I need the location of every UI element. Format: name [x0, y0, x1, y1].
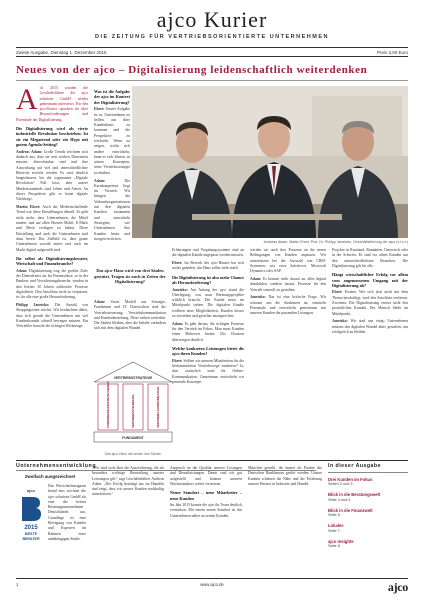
answer-text: Im Bereich des ajco-Hauses hat sich nichts geändert, das Haus selbst steht stabil. [172, 261, 244, 271]
section-label: Unternehmensentwicklung [16, 463, 97, 469]
contents-item-page: Seite 8 [328, 544, 340, 549]
speaker: Ehret: [172, 261, 183, 266]
newspaper-subtitle: DIE ZEITUNG FÜR VERTRIEBSORIENTIERTE UNTERNEHMEN [95, 34, 329, 40]
masthead [0, 8, 424, 40]
drop-cap: A [16, 86, 38, 116]
contents-item-page: Seite 4 und 5 [328, 497, 351, 502]
answer [172, 261, 244, 272]
lead-text: ch 2015 wurden die Geschäftsführer der ajco solutions GmbH wieder gemeinsam interviewt. Für den ajco-Kurier sprachen sie über Herausforderungen und Potenziale der Digitalisierung. [16, 86, 88, 122]
award-text: „Wir sind stolz über die Auszeichnung, die als besonders wichtige Beurteilung unserer Leistungen gilt“, sagt Geschäftsführer Andreas Adam. „Der Erfolg bestätigt uns im Handeln und zeigt, dass wir unsere Kunden nachhaltig unterstützen.“ [92, 466, 164, 497]
badge-line-2: BERATER [22, 537, 40, 541]
answer [172, 288, 244, 320]
contents-item-title: Blick in die Beratungswelt [328, 492, 381, 498]
badge-year: 2015 [24, 525, 38, 531]
award-column-3 [170, 466, 242, 574]
answer-text: Große Trends zeichnen sich dadurch aus, dass sie weit reichen Dimension messen, überschaubar sind und ihre Auswirkung auf viel und unterschiedlichste Bereiche erreicht werden. Es wird deutlich längerdauern, bis die sogenannte „Digitale Revolution“ Fuß fasst, aber unsere Mindeststandards sind Leben und Arbeit. An dieser Perspektive gibt es keine digitale Nachfrage. [16, 149, 88, 202]
award-column-4 [248, 466, 322, 574]
answer [16, 303, 88, 329]
badge-line-1: BESTE [25, 532, 37, 536]
speaker: Ehret: [332, 290, 343, 295]
answer-text: Wir sind uns einig: Unternehmen müssen den digitalen Wandel aktiv gestalten, um erfolgreich zu bleiben. [332, 319, 408, 334]
question: Ihr selbst als Digitalisierungsberater, Wirtschaft und Finanzbranche? [16, 255, 88, 267]
speaker: Martin Ehret: [16, 205, 41, 210]
answer-text: Auch der Medienschaffende Trend war diese Einstellungen überall. Es geht nicht mehr, dass Unternehmen, die Mittel nutzen, und auf allen Ebenen Mobil, E-Mails und Mesh verfügen zu haben. Diese Einstellung und auch die Unternehmen sind dazu bereit. Das Zielbild ist, dass ganze Unternehmen sowohl intern und auch im Markt digital aufgestellt sind. [16, 205, 88, 252]
contents-item[interactable] [328, 508, 408, 518]
photo-illustration [132, 86, 408, 238]
answer-text: Erfahrungen und Vergütungssysteme sind an die digitalen Kanäle angepasst werden müssen. [172, 248, 244, 258]
award-text: Anspruch an die Qualität unserer Lösungen und Dienstleistungen. Damit sind wir gut aufgestellt und können unseren Wachstumskurs weiter fortsetzen. [170, 466, 242, 486]
speaker: Adam: [172, 321, 184, 326]
section-separator [16, 460, 408, 461]
answer [16, 205, 88, 253]
answer-text: Digitalisierung trug die großen Ziele der Dienstleister an. Im Finanzsektor, so in der Banken- und Versicherungsbranche, wurden in den letzten 10 Jahren zahlreiche Prozesse digitalisiert. Den Anschluss nicht zu verpassen, ist für alle eine große Herausforderung. [16, 268, 88, 300]
answer [250, 277, 326, 293]
contents-item-page: Seite 6 [328, 513, 340, 518]
award-column-1 [48, 484, 86, 574]
award-subhead: Zweifach ausgezeichnet [24, 474, 76, 479]
article-column-2-continued [94, 300, 166, 358]
contents-item-page: Seiten 2 und 3 [328, 482, 353, 487]
question: Welche konkreten Leistungen bietet die ajco ihren Kunden? [172, 345, 244, 357]
diagram-roof-label: VERTRIEBSSTRATEGIE [113, 376, 153, 380]
speaker: Adam: [16, 268, 28, 273]
answer [16, 269, 88, 301]
answer-text: Projekte in Russland, Rumänien, Österreich oder in der Schweiz. Es sind vor allem Kunden aus den unterschiedlichsten Branchen. Die Digitalisierung gilt für alle. [332, 248, 408, 268]
answer-text: Die Anzahl von Shoppingseiten wächst. Wir beobachten dabei, dass sich gerade die Unternehmen mit viel Kundenkontakt schnell bewegen müssen. Ein Vertriebler braucht die richtigen Werkzeuge. [16, 302, 88, 329]
answer [16, 150, 88, 203]
question: Was ist die Aufgabe der ajco im Kontext der Digitalisierung? [94, 89, 130, 105]
speaker: Adam: [250, 276, 262, 281]
page-number: 1 [16, 582, 19, 587]
contents-item-title: ajco Insights [328, 538, 354, 544]
answer-text: Es kommt nicht darauf an, alles digital abzubilden, sondern darauf, Prozesse für den Vertrieb sinnvoll zu gestalten. [250, 276, 326, 292]
sidebar-title: In dieser Ausgabe [328, 463, 408, 473]
answer-text: werden wir auch ihre Prozesse an die neuen Bedingungen von Kunden anpassen. Wir unterstützen bei der Auswahl von CRM-Systemen, wie etwa Salesforce, Microsoft Dynamics oder SAP. [250, 248, 326, 274]
headline-rule [16, 80, 408, 81]
award-badge [18, 483, 44, 543]
page-footer [16, 578, 408, 594]
answer [172, 322, 244, 343]
edition-date: Zweite Ausgabe, Dienstag 1. Dezember 2015 [16, 49, 107, 55]
question: Die Digitalisierung ist also mehr Chance als Herausforderung? [172, 274, 244, 286]
answer-text: Es geht darum, die richtigen Prozesse für den Vertrieb im Fokus. Man muss Kunden einen Mehrwert bieten. Die Chancen überwiegen deutlich. [172, 321, 244, 342]
speaker: Adam: [94, 178, 106, 183]
answer [94, 179, 130, 243]
article-column-1 [16, 86, 88, 456]
diagram-caption: Das ajco-Haus mit seinen drei Säulen [104, 452, 162, 456]
contents-item[interactable] [328, 477, 408, 487]
award-text: Das Wirtschaftsmagazin brand eins zeichnet die ajco solutions GmbH als eine der besten Beratungsunternehmen Deutschlands aus. Grundlage ist eine Befragung von Kunden und Experten im Rahmen einer unabhängigen Studie. [48, 484, 86, 541]
answer-text: Das ist eine kritische Frage. Wir schauen uns die Strukturen an, ermitteln Potenziale und entwickeln gemeinsam mit unseren Kunden die passenden Lösungen. [250, 295, 326, 316]
contents-item[interactable] [328, 492, 408, 502]
answer-text: Unsere Aufgabe ist es, Unternehmen zu helfen, aus ihrer Kundenbasis zu kommen und die Perspektive zu wechseln. Wenn zu zeigen, wofür sich andere entwickeln, kann es sich lohnen, in seinen Konzepten, seine Vertriebsstrategie zu denken. [94, 107, 130, 175]
answer [172, 359, 244, 385]
speaker: Andreas Adam: [16, 149, 43, 154]
answer [94, 107, 130, 176]
article-headline: Neues von der ajco – Digitalisierung leidenschaftlich weiterdenken [16, 64, 368, 76]
issue-bar [16, 47, 408, 57]
subheading: Neuer Standort – neue Mitarbeiter – neue Kunden [170, 490, 242, 501]
footer-url[interactable]: www.ajco.de [200, 582, 224, 587]
price: Preis 3,50 Euro [376, 49, 408, 55]
answer-text: Erstens: Wer sich jetzt nicht mit dem Thema beschäftigt, wird den Anschluss verlieren. Zweitens: Die Digitalisierung ersetzt nicht den persönlichen Kontakt. Der Mensch bleibt im Mittelpunkt. [332, 290, 408, 316]
question: Hängt wirtschaftlicher Erfolg vor allem vom angemessenen Umgang mit der Digitalisierung ab? [332, 272, 408, 288]
speaker: Ehret: [94, 107, 105, 112]
article-photo [132, 86, 408, 238]
diagram-pillar-2-label: VERTRIEBSSTEUERUNG [131, 394, 135, 428]
answer-text: Am Anfang der ajco stand die Überlegung, was man Beratungsprojekte wirklich braucht. Der Kunde muss im Mittelpunkt stehen. Die digitalen Kanäle eröffnen neue Möglichkeiten, Kunden besser zu verstehen und gezielter anzusprechen. [172, 287, 244, 318]
answer [332, 290, 408, 316]
award-text: Im Jahr 2015 konnte die ajco ihr Team deutlich verstärken. Mit einem neuen Standort ist das Unternehmen näher an seinen Kunden. [170, 503, 242, 518]
article-column-3 [172, 248, 244, 456]
answer [332, 319, 408, 335]
newspaper-title: ajco Kurier [156, 7, 268, 32]
speaker: Janetzko: [172, 287, 188, 292]
footer-logo: ajco [387, 580, 408, 594]
contents-item-title: Drei Kunden im Fokus [328, 477, 373, 482]
contents-item[interactable] [328, 523, 408, 533]
ajco-house-diagram [92, 360, 174, 448]
photo-caption: Andreas Adam, Martin Ehret, Prof. Dr. Philipp Janetzko, Geschäftsführung der ajco (v.l.n.r.) [263, 240, 408, 244]
diagram-pillar-3-label: VERTRIEBS-KOMMUNIKATION [156, 386, 160, 428]
speaker: Janetzko: [250, 295, 266, 300]
contents-sidebar [328, 463, 408, 573]
question: Die Digitalisierung wird als vierte industrielle Revolution beschrieben. Ist sie ein Megatrend oder ein Hype mit gutem Agenda-Setting? [16, 126, 88, 148]
diagram-base-label: FUNDAMENT [122, 436, 144, 440]
article-column-5 [332, 248, 408, 456]
award-column-2 [92, 466, 164, 574]
answer-text: Die Kernkompetenz liegt im Vertrieb. Wir bringen die Verkaufsorganisationen mit den digitalen Kanälen zusammen und entwickeln Strategien, wie Unternehmen ihre Kunden heute und morgen erreichen. [94, 178, 130, 241]
pull-quote: Das ajco-Haus wird von drei Säulen gestützt. Tragen sie auch in Zeiten der Digitalisierung? [94, 268, 166, 285]
answer-text: Sollten wir unseren Mitarbeitern für die herkömmlichen Vertriebswege trainieren? Ja, aber zusätzlich auch für Online-Kommunikation. Gemeinsam entwickeln wir passende Konzepte. [172, 358, 244, 384]
diagram-pillar-1-label: KUNDENBEZIEHUNGSMANAGEMENT [107, 381, 110, 428]
award-text: München gestellt, die immer als Partner des Deutschen Bankhauses geehrt werden. Unsere Kunden schätzen die Nähe und die Erfahrung unserer Berater in Industrie und Handel. [248, 466, 322, 486]
answer [94, 300, 166, 332]
speaker: Philipp Janetzko: [16, 302, 50, 307]
speaker: Ehret: [172, 358, 183, 363]
badge-letter-icon [22, 497, 41, 521]
article-column-2 [94, 86, 130, 264]
article-column-4 [250, 248, 326, 456]
speaker: Adam: [94, 300, 106, 304]
speaker: Janetzko: [332, 319, 348, 324]
lead-paragraph [16, 86, 88, 123]
contents-item-page: Seite 7 [328, 528, 340, 533]
answer [250, 295, 326, 316]
answer-text: Unser Modell aus Strategie, Fundament und IT. Dazwischen sind die Vertriebssteuerung, Vertriebskommunikation und Kundenbeziehung. Diese stehen weiterhin. Die Säulen bleiben, aber die Inhalte verändern sich mit dem digitalen Wandel. [94, 300, 166, 331]
contents-item[interactable] [328, 539, 408, 549]
contents-item-title: Lokales [328, 523, 344, 529]
badge-brand: ajco [26, 488, 36, 493]
contents-item-title: Blick in die Finanzwelt [328, 507, 373, 513]
